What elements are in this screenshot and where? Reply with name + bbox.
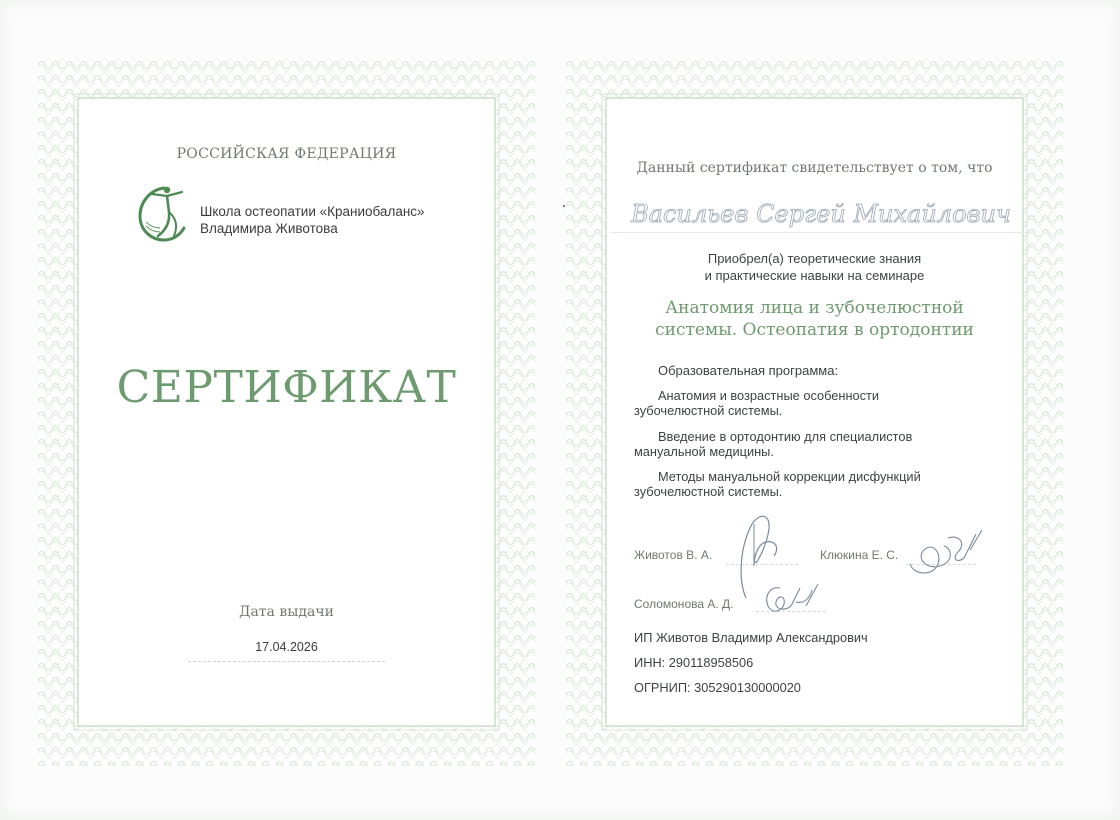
certificate-title: СЕРТИФИКАТ (116, 362, 457, 413)
program-item-1-line1: Анатомия и возрастные особенности (658, 388, 880, 403)
recipient-name-line (610, 232, 1030, 233)
school-name-line2: Владимира Животова (200, 221, 338, 236)
scan-speck (563, 205, 565, 207)
school-logo-figure-icon (134, 182, 194, 246)
svg-text:Васильев Сергей Михайлович: Васильев Сергей Михайлович (631, 200, 1011, 228)
issue-date-label: Дата выдачи (239, 604, 334, 620)
certificate-front-page (38, 58, 535, 766)
signature-klyukina-icon (904, 524, 994, 580)
seminar-title-line1: Анатомия лица и зубочелюстной (665, 298, 964, 318)
signatory-zhivotov: Животов В. А. (634, 548, 713, 562)
program-item-3-line1: Методы мануальной коррекции дисфункций (658, 469, 921, 484)
signature-solomonova-icon (760, 578, 824, 618)
issue-date-value: 17.04.2026 (255, 640, 318, 654)
program-item-2-line2: мануальной медицины. (634, 444, 774, 459)
program-heading: Образовательная программа: (658, 363, 839, 378)
intro-text: Данный сертификат свидетельствует о том, что (636, 160, 993, 176)
certificate-back-page (566, 58, 1063, 766)
seminar-title-line2: системы. Остеопатия в ортодонтии (655, 320, 974, 340)
program-item-2-line1: Введение в ортодонтию для специалистов (658, 429, 913, 444)
acquired-text-line1: Приобрел(а) теоретические знания (707, 251, 922, 266)
school-name-line1: Школа остеопатии «Краниобаланс» (200, 204, 425, 219)
recipient-handwritten-name (616, 194, 1026, 234)
program-item-1-line2: зубочелюстной системы. (634, 403, 783, 418)
entrepreneur-name: ИП Животов Владимир Александрович (634, 630, 868, 645)
signatory-klyukina: Клюкина Е. С. (820, 548, 899, 562)
program-item-3-line2: зубочелюстной системы. (634, 484, 783, 499)
issue-date-underline (188, 661, 385, 662)
inn-number: ИНН: 290118958506 (634, 655, 754, 670)
country-heading: РОССИЙСКАЯ ФЕДЕРАЦИЯ (176, 146, 397, 162)
acquired-text-line2: и практические навыки на семинаре (704, 268, 925, 283)
ogrnip-number: ОГРНИП: 305290130000020 (634, 680, 801, 695)
signatory-solomonova: Соломонова А. Д. (634, 597, 734, 611)
